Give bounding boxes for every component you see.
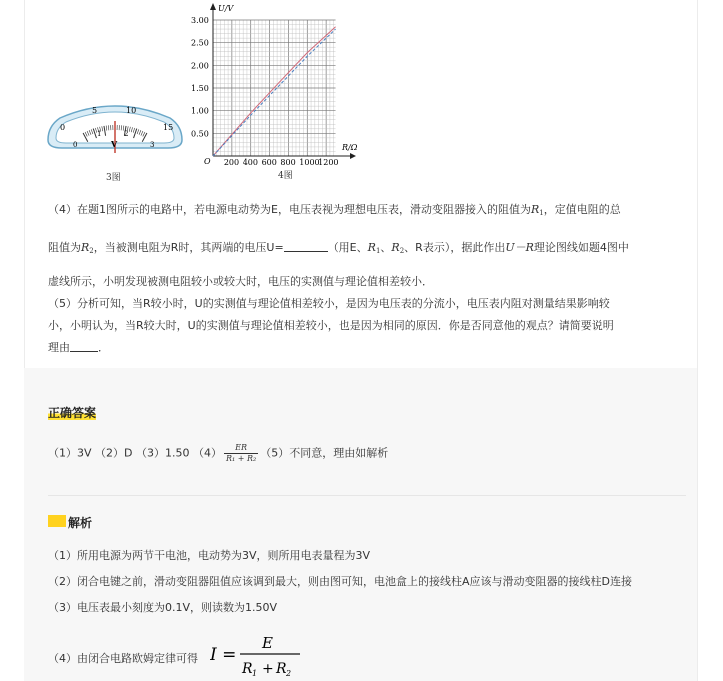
meter-bot-2: 2	[124, 130, 129, 138]
r2-symbol: $R_2$	[81, 241, 94, 255]
meter-unit: V	[111, 139, 118, 149]
voltmeter-figure	[40, 98, 190, 178]
x-tick-label: 400	[242, 158, 258, 167]
y-tick-label: 0.50	[191, 129, 209, 139]
right-frame-line	[697, 0, 698, 681]
x-tick-label: 800	[280, 158, 296, 167]
meter-bot-1: 1	[97, 130, 102, 138]
q4-text-f: 、	[380, 241, 392, 254]
q4-line1	[48, 203, 621, 220]
eq-plus: +	[262, 661, 274, 677]
analysis-title: 解析	[68, 516, 93, 530]
eq-den-r2: R	[276, 661, 287, 677]
r2-symbol-2: $R_2$	[391, 241, 405, 255]
r1-symbol: $R_1$	[530, 203, 544, 217]
y-tick-label: 1.00	[191, 106, 209, 116]
q5-text-a: 理由	[48, 341, 70, 354]
q5-text-b: ．	[98, 341, 109, 354]
q4-text-c: 阻值为	[48, 241, 81, 254]
answer-fraction: $\frac{ER}{\text{R₁ + R₂}}$	[225, 443, 257, 463]
answer-text-a: （1）3V （2）D （3）1.50 （4）	[48, 446, 222, 460]
answer-panel	[24, 368, 697, 681]
answer-blank-u[interactable]	[284, 241, 328, 252]
y-axis-arrow	[210, 3, 216, 10]
q4-line2	[48, 241, 629, 258]
u-r-symbol: U－R	[505, 241, 534, 254]
y-tick-label: 2.50	[191, 38, 209, 48]
meter-top-5: 5	[92, 106, 98, 115]
meter-top-0: 0	[60, 123, 66, 132]
r1-symbol-2: $R_1$	[367, 241, 381, 255]
origin-label: O	[204, 157, 211, 166]
meter-caption: 3图	[106, 173, 121, 183]
analysis-line-1: （1）所用电源为两节干电池，电动势为3V，则所用电表量程为3V	[48, 549, 371, 562]
q4-line3: 虚线所示，小明发现被测电阻较小或较大时，电压的实测值与理论值相差较小．	[48, 275, 433, 288]
q5-line1: （5）分析可知，当R较小时，U的实测值与理论值相差较小，是因为电压表的分流小，电压表内阻对测量结果影响较	[48, 297, 610, 310]
q5-line3	[48, 341, 109, 355]
x-tick-label: 600	[261, 158, 277, 167]
q4-text-a: （4）在题1图所示的电路中，若电源电动势为E，电压表视为理想电压表，滑动变阻器接入的阻值为	[48, 203, 531, 216]
y-tick-label: 1.50	[191, 84, 209, 93]
answer-text-b: （5）不同意，理由如解析	[260, 446, 389, 460]
analysis-line-3: （3）电压表最小刻度为0.1V，则读数为1.50V	[48, 601, 278, 614]
eq-den-r1: R	[242, 661, 253, 677]
x-axis-label: R/Ω	[342, 143, 358, 152]
answer-blank-reason[interactable]	[70, 341, 98, 352]
analysis-marker	[48, 515, 66, 527]
q4-text-h: 理论图线如题4图中	[533, 241, 629, 254]
x-tick-label: 1000	[299, 158, 320, 167]
section-divider	[48, 495, 686, 496]
eq-lhs: I =	[210, 645, 237, 665]
eq-numerator: E	[262, 634, 273, 652]
graph-caption: 4图	[278, 171, 293, 181]
q4-text-d: ，当被测电阻为R时，其两端的电压U=	[93, 241, 284, 254]
y-axis-label: U/V	[218, 4, 234, 13]
meter-bot-3: 3	[150, 141, 155, 149]
meter-top-10: 10	[126, 106, 137, 115]
y-tick-label: 2.00	[191, 61, 209, 71]
correct-answer-title: 正确答案	[48, 406, 97, 420]
meter-top-15: 15	[163, 123, 174, 132]
q4-text-b: ，定值电阻的总	[543, 203, 621, 216]
u-r-graph	[190, 0, 380, 170]
y-tick-label: 3.00	[191, 16, 209, 25]
answer-line	[48, 443, 388, 464]
q4-text-g: 、R表示），据此作出	[404, 241, 506, 254]
graph-series	[213, 27, 336, 156]
analysis-line-4: （4）由闭合电路欧姆定律可得	[48, 652, 198, 665]
q5-line2: 小，小明认为，当R较大时，U的实测值与理论值相差较小，也是因为相同的原因．你是否同意他的观点？请简要说明	[48, 319, 614, 332]
eq-den-sub1: 1	[252, 669, 258, 678]
eq-den-sub2: 2	[286, 669, 292, 678]
analysis-line-2: （2）闭合电键之前，滑动变阻器阻值应该调到最大，则由图可知，电池盒上的接线柱A应该与滑动变阻器的接线柱D连接	[48, 575, 632, 588]
x-axis-arrow	[350, 153, 356, 159]
meter-bot-0: 0	[73, 141, 78, 149]
x-tick-label: 1200	[318, 158, 339, 167]
x-tick-label: 200	[223, 158, 240, 167]
ohm-law-equation	[210, 631, 302, 679]
q4-text-e: （用E、	[327, 241, 368, 254]
